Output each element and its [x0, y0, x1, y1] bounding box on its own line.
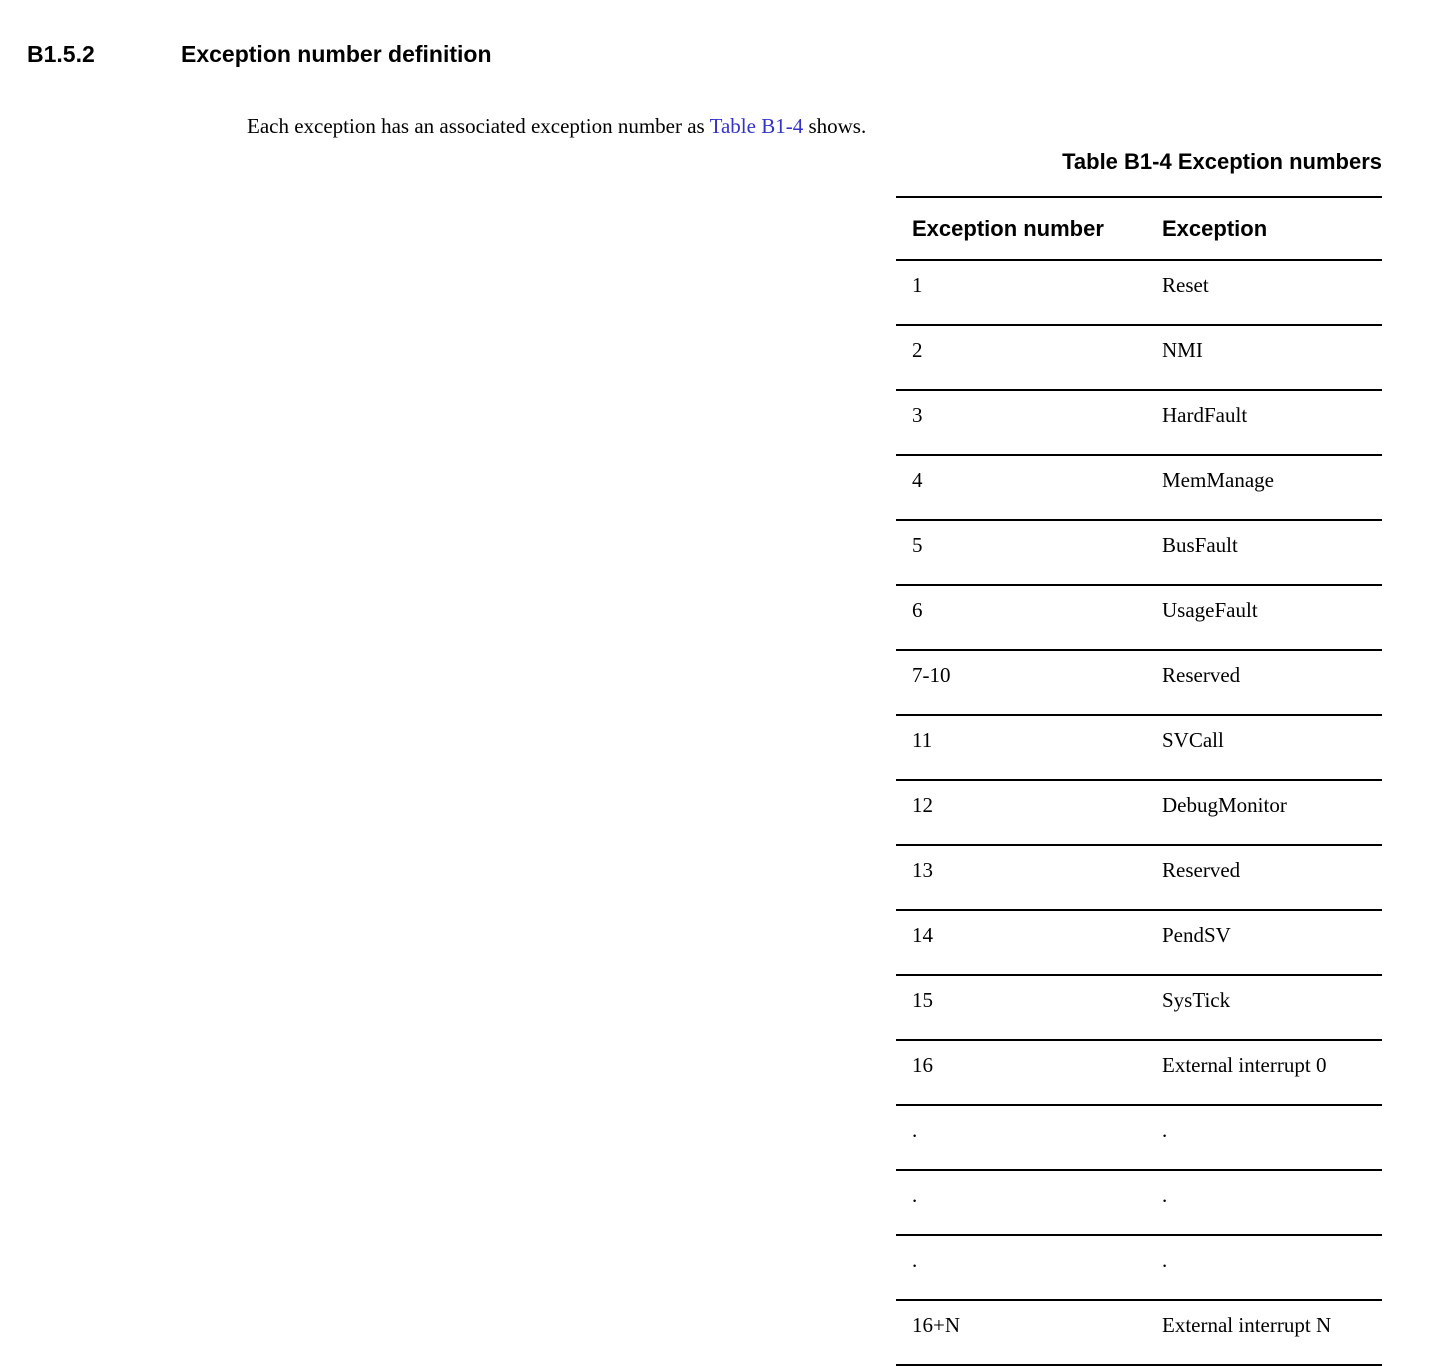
exception-number-cell: 4 [896, 455, 1162, 520]
section-number: B1.5.2 [27, 41, 95, 67]
exception-name-cell: UsageFault [1162, 585, 1382, 650]
table-row [896, 1235, 1382, 1300]
exception-name-cell: SVCall [1162, 715, 1382, 780]
exception-name-cell: Reserved [1162, 845, 1382, 910]
table-row [896, 1170, 1382, 1235]
table-body [896, 260, 1382, 1365]
exception-number-cell: . [896, 1105, 1162, 1170]
table-row [896, 585, 1382, 650]
exception-number-cell: . [896, 1170, 1162, 1235]
table-row [896, 715, 1382, 780]
exception-number-cell: . [896, 1235, 1162, 1300]
table-row [896, 1300, 1382, 1365]
table-row [896, 390, 1382, 455]
table-row [896, 325, 1382, 390]
table-row [896, 520, 1382, 585]
exception-name-cell: HardFault [1162, 390, 1382, 455]
intro-paragraph [247, 113, 866, 139]
exception-name-cell: . [1162, 1235, 1382, 1300]
table-row [896, 1105, 1382, 1170]
exception-name-cell: Reset [1162, 260, 1382, 325]
exception-name-cell: Reserved [1162, 650, 1382, 715]
exception-number-cell: 1 [896, 260, 1162, 325]
table-row [896, 975, 1382, 1040]
table-b1-4-link[interactable]: Table B1-4 [709, 114, 804, 138]
exception-number-cell: 5 [896, 520, 1162, 585]
exception-number-cell: 12 [896, 780, 1162, 845]
section-title: Exception number definition [181, 41, 492, 67]
exception-name-cell: MemManage [1162, 455, 1382, 520]
exception-name-cell: DebugMonitor [1162, 780, 1382, 845]
exception-number-cell: 13 [896, 845, 1162, 910]
exception-number-cell: 15 [896, 975, 1162, 1040]
exception-number-cell: 16 [896, 1040, 1162, 1105]
exception-number-cell: 16+N [896, 1300, 1162, 1365]
column-header-exception-number: Exception number [896, 197, 1162, 260]
exception-name-cell: External interrupt N [1162, 1300, 1382, 1365]
table-row [896, 260, 1382, 325]
intro-text-before-link: Each exception has an associated exception number as [247, 114, 710, 138]
exception-number-cell: 7-10 [896, 650, 1162, 715]
exception-numbers-table-block [896, 149, 1382, 1366]
exception-number-cell: 3 [896, 390, 1162, 455]
table-row [896, 1040, 1382, 1105]
exception-name-cell: PendSV [1162, 910, 1382, 975]
table-row [896, 845, 1382, 910]
table-row [896, 910, 1382, 975]
table-row [896, 780, 1382, 845]
table-row [896, 455, 1382, 520]
exception-name-cell: BusFault [1162, 520, 1382, 585]
exception-name-cell: . [1162, 1170, 1382, 1235]
exception-number-cell: 2 [896, 325, 1162, 390]
table-caption: Table B1-4 Exception numbers [1062, 149, 1382, 174]
table-header [896, 197, 1382, 260]
exception-number-cell: 6 [896, 585, 1162, 650]
exception-name-cell: External interrupt 0 [1162, 1040, 1382, 1105]
exception-name-cell: SysTick [1162, 975, 1382, 1040]
exception-name-cell: NMI [1162, 325, 1382, 390]
table-header-row [896, 197, 1382, 260]
intro-text-after-link: shows. [803, 114, 867, 138]
exception-name-cell: . [1162, 1105, 1382, 1170]
table-row [896, 650, 1382, 715]
column-header-exception: Exception [1162, 197, 1382, 260]
exception-number-cell: 11 [896, 715, 1162, 780]
exception-number-cell: 14 [896, 910, 1162, 975]
exception-numbers-table [896, 196, 1382, 1366]
